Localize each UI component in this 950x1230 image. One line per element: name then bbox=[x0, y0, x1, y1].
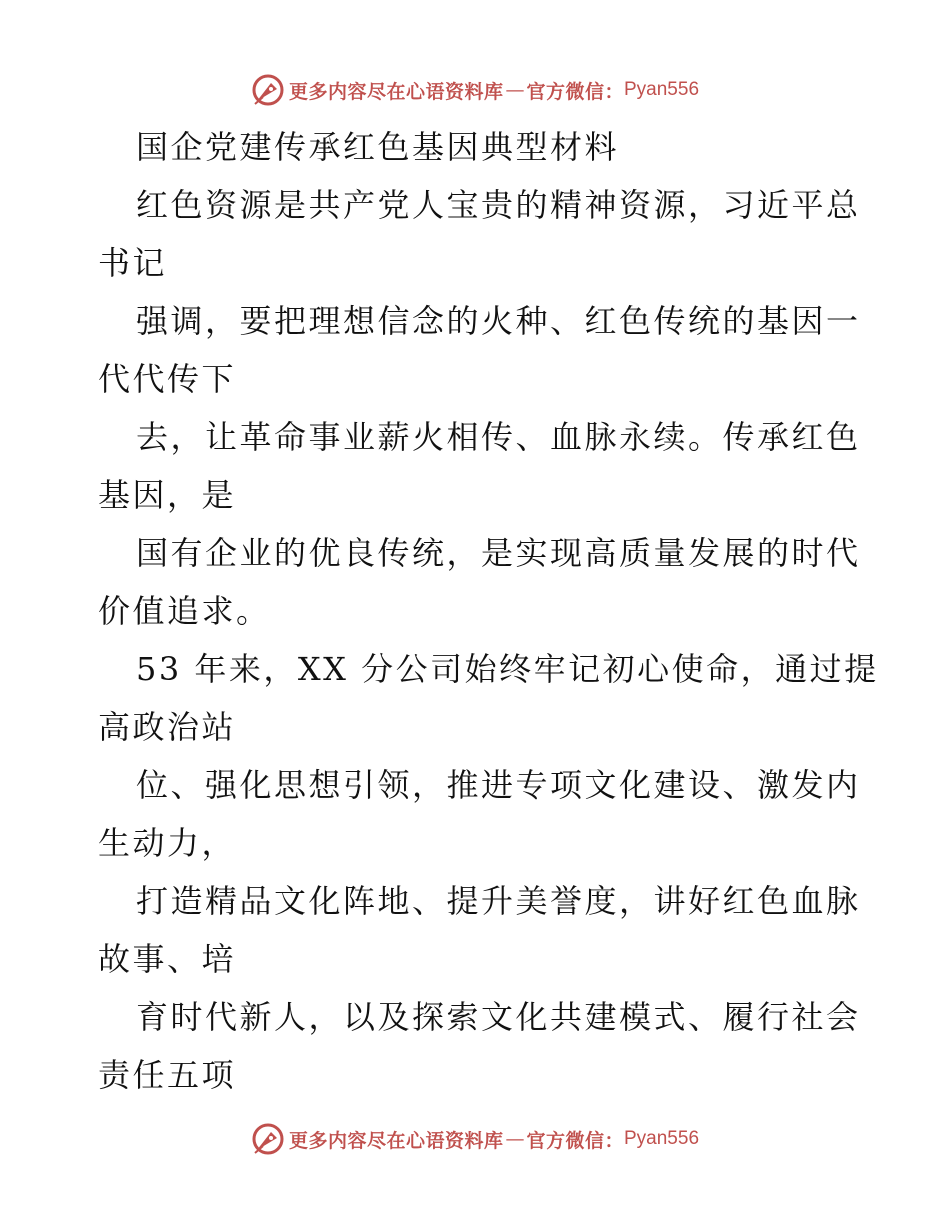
paragraph-line: 育时代新人，以及探索文化共建模式、履行社会 bbox=[136, 998, 861, 1036]
header-banner-separator: — bbox=[505, 79, 525, 101]
paragraph-line: 代代传下 bbox=[98, 360, 237, 398]
pen-nib-logo-icon bbox=[251, 73, 285, 107]
paragraph-line: 红色资源是共产党人宝贵的精神资源，习近平总 bbox=[136, 186, 861, 224]
footer-banner-text: 更多内容尽在心语资料库 bbox=[288, 1129, 504, 1152]
paragraph-line: 价值追求。 bbox=[98, 592, 271, 630]
footer-wechat-id: Pyan556 bbox=[624, 1128, 700, 1149]
footer-banner bbox=[0, 1119, 950, 1159]
paragraph-line: 生动力， bbox=[98, 824, 237, 862]
footer-banner-separator: — bbox=[505, 1128, 525, 1150]
paragraph-line: 责任五项 bbox=[98, 1056, 237, 1094]
paragraph-line: 去，让革命事业薪火相传、血脉永续。传承红色 bbox=[136, 418, 861, 456]
paragraph-line: 高政治站 bbox=[98, 708, 237, 746]
header-wechat-label: 官方微信： bbox=[526, 80, 624, 103]
paragraph-line: 打造精品文化阵地、提升美誉度，讲好红色血脉 bbox=[136, 882, 861, 920]
paragraph-line: 书记 bbox=[98, 244, 168, 282]
paragraph-line: 位、强化思想引领，推进专项文化建设、激发内 bbox=[136, 766, 861, 804]
document-body bbox=[98, 118, 879, 1104]
paragraph-line: 强调，要把理想信念的火种、红色传统的基因一 bbox=[136, 302, 861, 340]
paragraph-line: 基因，是 bbox=[98, 476, 237, 514]
paragraph-line: 53 年来，XX 分公司始终牢记初心使命，通过提 bbox=[136, 650, 879, 688]
header-wechat-id: Pyan556 bbox=[624, 79, 700, 100]
header-banner-text: 更多内容尽在心语资料库 bbox=[288, 80, 504, 103]
footer-wechat-label: 官方微信： bbox=[526, 1129, 624, 1152]
document-title: 国企党建传承红色基因典型材料 bbox=[136, 128, 620, 166]
paragraph-line: 国有企业的优良传统，是实现高质量发展的时代 bbox=[136, 534, 861, 572]
header-banner bbox=[0, 70, 950, 110]
pen-nib-logo-icon bbox=[251, 1122, 285, 1156]
paragraph-line: 故事、培 bbox=[98, 940, 237, 978]
